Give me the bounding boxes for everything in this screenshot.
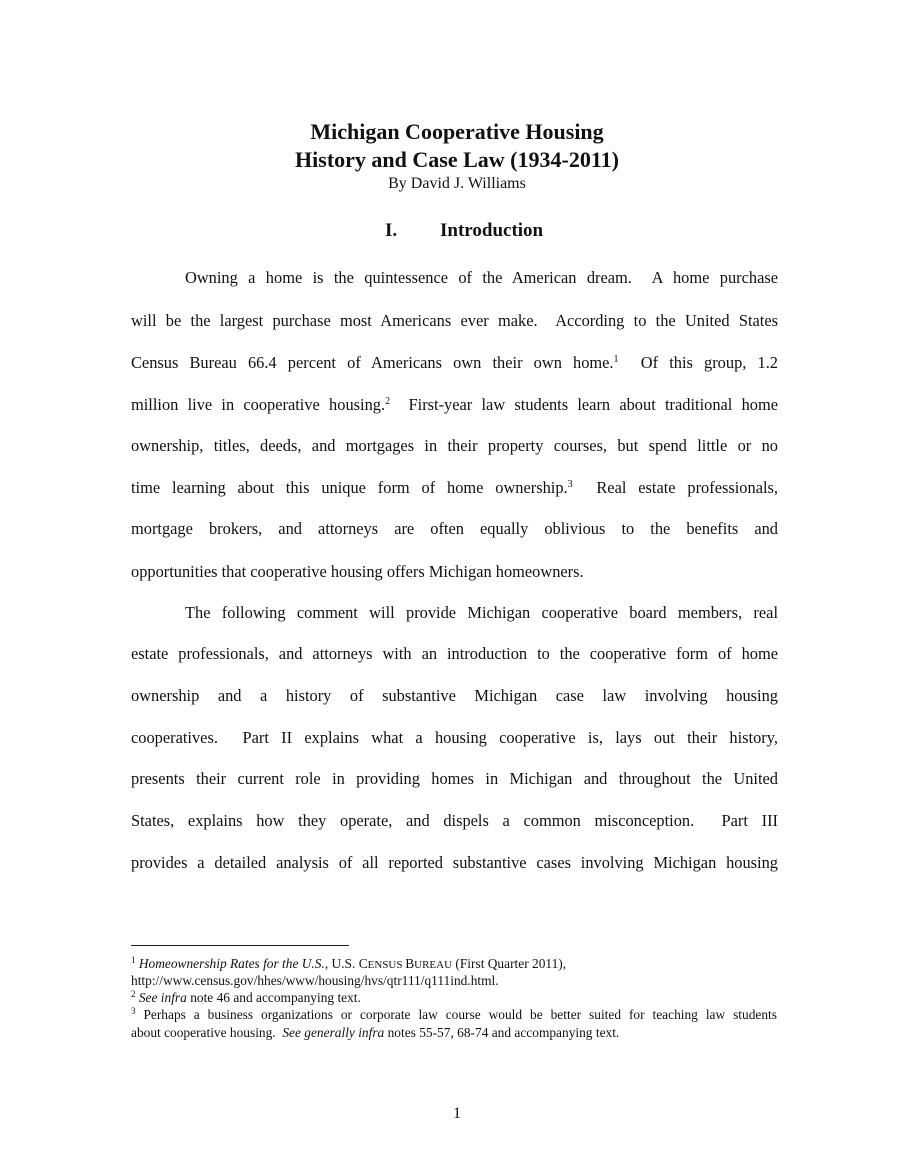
paragraph-2-line: estate professionals, and attorneys with an introduction to the cooperative form of home: [131, 644, 778, 663]
title-line-1: Michigan Cooperative Housing: [310, 119, 604, 144]
author-byline: By David J. Williams: [388, 175, 526, 192]
section-number: I.: [385, 220, 398, 241]
title-line-2: History and Case Law (1934-2011): [295, 147, 619, 172]
paragraph-1-line: will be the largest purchase most Americans ever make. According to the United States: [131, 311, 778, 330]
paragraph-2-line: presents their current role in providing homes in Michigan and throughout the United: [131, 769, 778, 788]
section-title: Introduction: [440, 220, 544, 241]
paragraph-2-line: ownership and a history of substantive Michigan case law involving housing: [131, 686, 778, 705]
footnote-3-line-2: about cooperative housing. See generally infra notes 55-57, 68-74 and accompanying text.: [131, 1025, 620, 1040]
paragraph-1-line: Owning a home is the quintessence of the American dream. A home purchase: [185, 268, 778, 287]
footnote-2: $^2$ See infra note 46 and accompanying text.: [131, 989, 361, 1005]
page-number: 1: [453, 1105, 461, 1122]
footnote-1-line-1: $^1$ Homeownership Rates for the U.S., U.S. CENSUS BUREAU (First Quarter 2011),: [131, 955, 567, 971]
paragraph-2-line: The following comment will provide Michigan cooperative board members, real: [185, 603, 778, 622]
paragraph-1-line: time learning about this unique form of home ownership.$^3$ Real estate professionals,: [131, 478, 778, 497]
paragraph-1-line: Census Bureau 66.4 percent of Americans own their own home.$^1$ Of this group, 1.2: [131, 353, 778, 372]
paragraph-2-line: provides a detailed analysis of all reported substantive cases involving Michigan housing: [131, 853, 778, 872]
footnote-1-url: http://www.census.gov/hhes/www/housing/hvs/qtr111/q111ind.html.: [131, 973, 499, 988]
paragraph-1-line: million live in cooperative housing.$^2$ First-year law students learn about traditional home: [131, 395, 778, 414]
paragraph-1-line: opportunities that cooperative housing offers Michigan homeowners.: [131, 562, 584, 581]
footnote-3-line-1: $^3$ Perhaps a business organizations or corporate law course would be better suited for teaching law students: [131, 1006, 777, 1022]
paragraph-1-line: mortgage brokers, and attorneys are often equally oblivious to the benefits and: [131, 519, 778, 538]
footnote-divider: [131, 945, 349, 946]
paragraph-1-line: ownership, titles, deeds, and mortgages in their property courses, but spend little or no: [131, 436, 778, 455]
paragraph-2-line: cooperatives. Part II explains what a housing cooperative is, lays out their history,: [131, 728, 778, 747]
paragraph-2-line: States, explains how they operate, and dispels a common misconception. Part III: [131, 811, 778, 830]
